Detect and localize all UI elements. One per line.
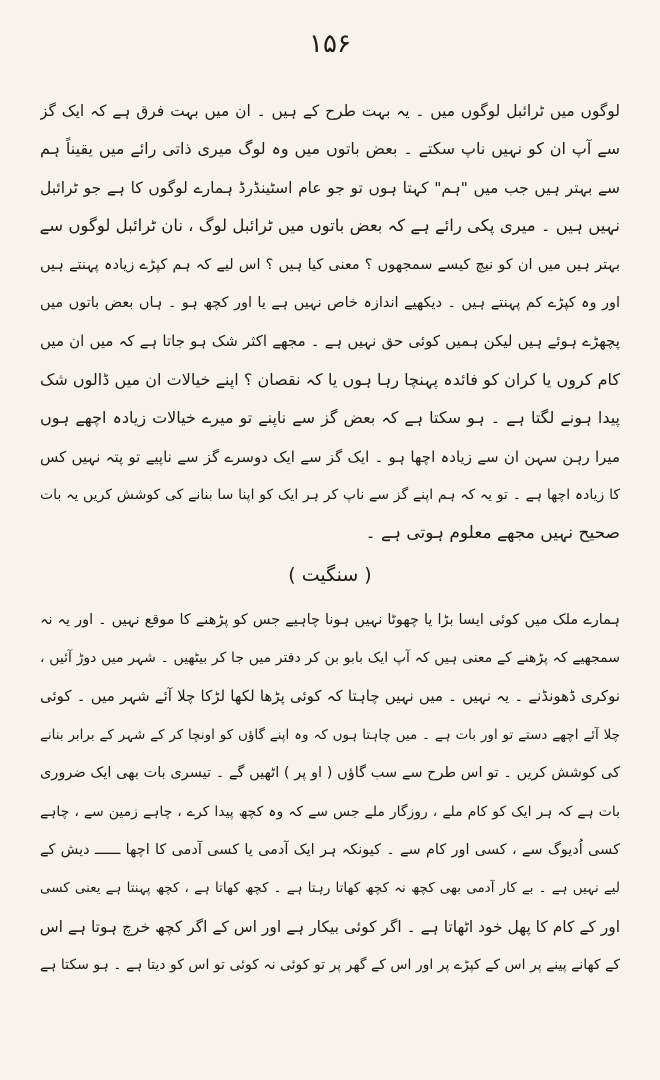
text-line: نوکری ڈھونڈنے ۔ یہ نہیں ۔ میں نہیں چاہتا کہ کوئی پڑھا لکھا لڑکا چلا آئے شہر میں ۔ کوئی bbox=[40, 687, 620, 706]
text-line: پچھڑے ہوئے ہیں لیکن ہمیں کوئی حق نہیں ہے ۔ مجھے اکثر شک ہو جاتا ہے کہ میں ان میں bbox=[40, 332, 620, 351]
text-line: اور کے کام کا پھل خود اٹھاتا ہے ۔ اگر کوئی بیکار ہے اور اس کے اگر کچھ خرچ ہوتا ہے اس bbox=[40, 917, 620, 936]
section-heading: ( سنگیت ) bbox=[288, 563, 372, 586]
text-line: اور وہ کپڑے کم پہنتے ہیں ۔ دیکھیے اندازہ خاص نہیں ہے یا اور کچھ ہو ۔ ہاں بعض باتوں میں bbox=[40, 294, 620, 311]
text-line: صحیح نہیں مجھے معلوم ہوتی ہے ۔ bbox=[365, 523, 620, 544]
text-line: لیے نہیں ہے ۔ بے کار آدمی بھی کچھ نہ کچھ کھاتا رہتا ہے ۔ کچھ کھاتا ہے ، کچھ پہنتا ہے یعنی کسی bbox=[40, 880, 620, 897]
text-line: میرا رہن سہن ان سے زیادہ اچھا ہو ۔ ایک گز سے ایک دوسرے گز سے ناپیے تو پتہ نہیں کس bbox=[40, 447, 620, 466]
text-line: کی کوشش کریں ۔ تو اس طرح سے سب گاؤں ( او پر ) اٹھیں گے ۔ تیسری بات بھی ایک ضروری bbox=[40, 765, 620, 782]
text-line: سے آپ ان کو نہیں ناپ سکتے ۔ بعض باتوں میں وہ لوگ میری ذاتی رائے میں یقیناً ہم bbox=[40, 139, 620, 159]
text-line: پیدا ہونے لگتا ہے ۔ ہو سکتا ہے کہ بعض گز سے ناپنے تو میرے خیالات زیادہ اچھے ہوں bbox=[40, 408, 620, 428]
text-line: کا زیادہ اچھا ہے ۔ تو یہ کہ ہم اپنے گز سے ناپ کر ہر ایک کو اپنا سا بنانے کی کوشش کریں یہ بات bbox=[40, 486, 620, 503]
text-line: بہتر ہیں میں ان کو نیچ کیسے سمجھوں ؟ معنی کیا ہیں ؟ اس لیے کہ ہم کپڑے زیادہ پہنتے ہیں bbox=[40, 256, 620, 273]
text-line: لوگوں میں ٹرائبل لوگوں میں ۔ یہ بہت طرح کے ہیں ۔ ان میں بہت فرق ہے کہ ایک گز bbox=[40, 102, 620, 120]
text-line: کسی اُدیوگ سے ، کسی اور کام سے ۔ کیونکہ ہر ایک آدمی یا کسی آدمی کا اچھا ــــــ دیش کے bbox=[40, 842, 620, 859]
text-line: بات ہے کہ ہر ایک کو کام ملے ، روزگار ملے جس سے کہ وہ کچھ پیدا کرے ، چاہے زمین سے ، چاہے bbox=[40, 803, 620, 820]
text-line: چلا آئے اچھے دستے تو اور بات ہے ۔ میں چاہتا ہوں کہ وہ اپنے گاؤں کو اونچا کر کے شہر کے برابر بنانے bbox=[40, 726, 620, 743]
paragraph-tribal-people bbox=[40, 92, 620, 553]
page-number: ۱۵۶ bbox=[309, 29, 351, 59]
text-line: سمجھیے کہ پڑھنے کے معنی ہیں کہ آپ ایک بابو بن کر دفتر میں جا کر بیٹھیں ۔ شہر میں دوڑ آئیں ، bbox=[40, 650, 620, 667]
paragraph-sangeet bbox=[40, 601, 620, 985]
text-line: کے کھانے پینے پر اس کے کپڑے پر اور اس کے گھر پر تو کوئی نہ کوئی تو اس کو دیتا ہے ۔ ہو سکتا ہے bbox=[40, 957, 620, 974]
text-line: کام کروں یا کران کو فائدہ پہنچا رہا ہوں یا کہ نقصان ؟ اپنے خیالات ان میں ڈالوں شک bbox=[40, 369, 620, 389]
text-line: ہمارے ملک میں کوئی ایسا بڑا یا چھوٹا نہیں ہونا چاہیے جس کو پڑھنے کا موقع نہیں ۔ اور یہ نہ bbox=[40, 611, 620, 628]
text-line: نہیں ہیں ۔ میری پکی رائے ہے کہ بعض باتوں میں ٹرائبل لوگ ، نان ٹرائبل لوگوں سے bbox=[40, 216, 620, 236]
text-line: سے بہتر ہیں جب میں "ہم" کہتا ہوں تو جو عام اسٹینڈرڈ ہمارے لوگوں کا ہے جو ٹرائبل bbox=[40, 178, 620, 197]
